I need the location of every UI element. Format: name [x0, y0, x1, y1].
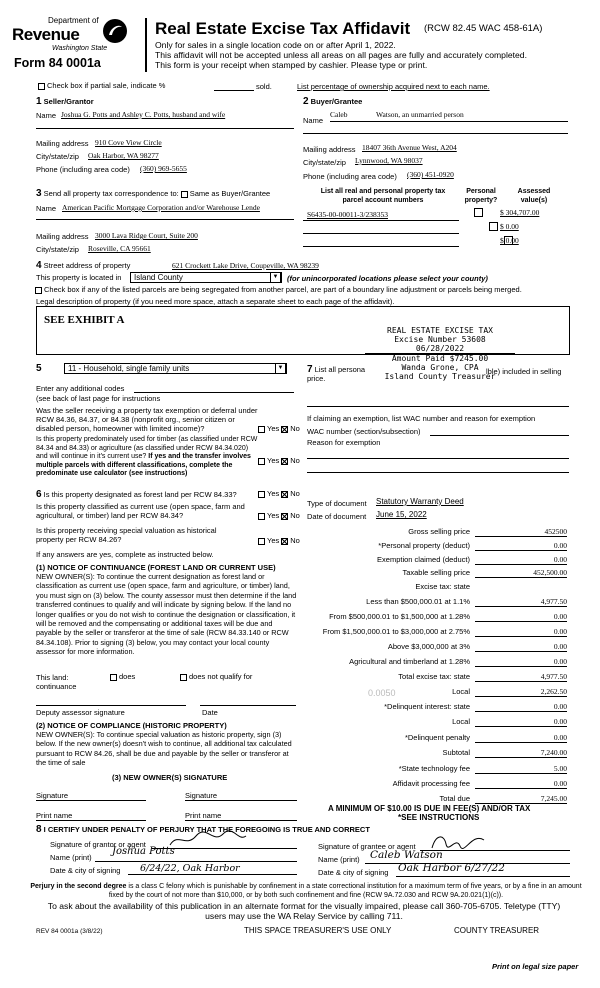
forest-land-question: 6 Is this property designated as forest land per RCW 84.33?: [36, 489, 237, 500]
exemption-question: Was the seller receiving a property tax exemption or deferral under RCW 84.36, 84.37, or 84.38 (nonprofit org., senior citizen or disabled person, homeowner with limited income)?: [36, 406, 258, 433]
street-address-row: 4 Street address of property: [36, 260, 131, 271]
buyer-mail-field[interactable]: 18407 36th Avenue West, A204: [362, 143, 457, 152]
assessed-value-col-header: Assessed value(s): [517, 188, 551, 204]
segregated-checkbox[interactable]: [35, 287, 42, 294]
notice-1-title: (1) NOTICE OF CONTINUANCE (FOREST LAND OR CURRENT USE): [36, 563, 276, 572]
does-option: does: [108, 672, 135, 681]
calc-above-3m: Above $3,000,000 at 3% 0.00: [387, 642, 567, 651]
dor-logo: [10, 16, 138, 74]
legal-paper-note: Print on legal size paper: [492, 962, 579, 971]
land-use-code-select[interactable]: [64, 363, 287, 374]
partial-sale-checkbox[interactable]: [38, 83, 45, 90]
section-7-price: price.: [307, 374, 326, 383]
section-5-number: 5: [36, 363, 42, 374]
correspondence-heading: 3 Send all property tax correspondence to: Same as Buyer/Grantee: [36, 188, 271, 199]
certify-heading: 8 I CERTIFY UNDER PENALTY OF PERJURY THAT THE FOREGOING IS TRUE AND CORRECT: [36, 824, 370, 835]
stamp-line-2: Excise Number 53608: [394, 335, 486, 344]
seller-city-field[interactable]: Oak Harbor, WA 98277: [88, 151, 159, 160]
grantor-date-city-field[interactable]: 6/24/22, Oak Harbor: [140, 863, 240, 874]
continuance-label: continuance: [36, 682, 77, 691]
buyer-city-label: City/state/zip: [303, 158, 346, 167]
calc-delinquent-interest-local: Local 0.00: [452, 717, 567, 726]
calc-local: Local 2,262.50: [452, 687, 567, 696]
buyer-mail-label: Mailing address: [303, 145, 356, 154]
document-type-field[interactable]: Statutory Warranty Deed: [376, 497, 464, 506]
stamp-line-1: REAL ESTATE EXCISE TAX: [387, 326, 493, 335]
calc-personal-property: *Personal property (deduct) 0.00: [378, 541, 567, 550]
seller-name-field[interactable]: Joshua G. Potts and Ashley C. Potts, husband and wife: [61, 110, 226, 119]
see-exhibit-text: SEE EXHIBIT A: [44, 314, 125, 326]
new-owner-signature-1: Signature: [36, 791, 69, 800]
notice-3-title: (3) NEW OWNER(S) SIGNATURE: [112, 773, 228, 782]
sold-label: sold.: [256, 82, 272, 91]
calc-total-excise-state: Total excise tax: state 4,977.50: [398, 672, 567, 681]
corr-city-label: City/state/zip: [36, 245, 79, 254]
corr-mail-field[interactable]: 3000 Lava Ridge Court, Suite 200: [95, 231, 198, 240]
historic-yes-checkbox[interactable]: [258, 538, 265, 545]
local-rate-field[interactable]: 0.0050: [368, 688, 396, 698]
historic-question: Is this property receiving special valuation as historical property per RCW 84.26?: [36, 526, 217, 544]
current-use-yes-checkbox[interactable]: [258, 513, 265, 520]
exemption-yes-checkbox[interactable]: [258, 426, 265, 433]
reason-label: Reason for exemption: [307, 438, 381, 447]
calc-excise-state-heading: Excise tax: state: [415, 582, 470, 591]
section-7-heading: 7 List all persona: [307, 364, 366, 375]
located-in-label: This property is located in: [36, 273, 122, 282]
revenue-text: Revenue: [12, 25, 80, 44]
corr-mail-label: Mailing address: [36, 232, 89, 241]
see-instructions-note: *SEE INSTRUCTIONS: [398, 813, 480, 822]
dept-of-text: Department of: [48, 16, 99, 25]
minimum-due-note: A MINIMUM OF $10.00 IS DUE IN FEE(S) AND/OR TAX: [328, 804, 531, 813]
stamp-line-6: Island County Treasurer: [384, 372, 496, 381]
list-percentage-note: List percentage of ownership acquired next to each name.: [297, 82, 490, 91]
segregated-row: Check box if any of the listed parcels are being segregated from another parcel, are part of a boundary line adjustment or parcels being merged.: [33, 285, 522, 294]
buyer-phone-field[interactable]: (360) 451-0920: [407, 170, 454, 179]
grantor-name-label: Name (print): [50, 853, 92, 862]
legal-description-label: Legal description of property (if you need more space, attach a separate sheet to each page of the affidavit).: [36, 297, 395, 306]
wac-number-label: WAC number (section/subsection): [307, 427, 421, 436]
seller-mail-label: Mailing address: [36, 139, 89, 148]
same-as-buyer-checkbox[interactable]: [181, 191, 188, 198]
grantee-date-city-field[interactable]: Oak Harbor 6/27/22: [398, 862, 505, 874]
forest-no-checkbox[interactable]: [281, 491, 288, 498]
chevron-down-icon: ▼: [270, 272, 281, 283]
seller-phone-field[interactable]: (360) 969-5655: [140, 164, 187, 173]
forest-yes-no: Yes No: [256, 489, 300, 498]
seller-city-label: City/state/zip: [36, 152, 79, 161]
calc-gross-selling-price: Gross selling price 452500: [408, 527, 567, 536]
form-title: Real Estate Excise Tax Affidavit: [155, 19, 411, 38]
timber-yes-no: Yes No: [256, 456, 300, 465]
does-qualify-checkbox[interactable]: [110, 674, 117, 681]
header-line-3: This form is your receipt when stamped by cashier. Please type or print.: [155, 60, 428, 70]
partial-sale-label: Check box if partial sale, indicate %: [47, 81, 166, 90]
washington-state-text: Washington State: [52, 45, 108, 52]
current-use-yes-no: Yes No: [256, 511, 300, 520]
buyer-city-field[interactable]: Lynnwood, WA 98037: [355, 156, 423, 165]
grantor-date-city-label: Date & city of signing: [50, 866, 121, 875]
calc-delinquent-interest-state: *Delinquent interest: state 0.00: [384, 702, 567, 711]
assessed-value-3[interactable]: $ 0.00: [500, 236, 519, 245]
corr-name-label: Name: [36, 204, 57, 213]
grantee-name-label: Name (print): [318, 855, 360, 864]
chevron-down-icon: ▼: [275, 363, 286, 374]
calc-total-due: Total due 7,245.00: [439, 794, 567, 803]
county-select[interactable]: [130, 272, 282, 283]
parcel-col-header: List all real and personal property tax parcel account numbers: [320, 188, 446, 204]
exemption-wac-heading: If claiming an exemption, list WAC number and reason for exemption: [307, 414, 536, 423]
stamp-line-4: Amount Paid $7245.00: [365, 353, 515, 363]
calc-500k-1.5m: From $500,000.01 to $1,500,000 at 1.28% 0.00: [329, 612, 567, 621]
form-number: Form 84 0001a: [14, 56, 101, 70]
current-use-question: Is this property classified as current use (open space, farm and agricultural, or timber) land per RCW 84.34?: [36, 502, 245, 520]
calc-affidavit-fee: Affidavit processing fee 0.00: [392, 779, 567, 788]
calc-exemption-claimed: Exemption claimed (deduct) 0.00: [377, 555, 567, 564]
perjury-notice: Perjury in the second degree is a class C felony which is punishable by confinement in a state correctional institution for a maximum term of five years, or by a fine in an amount fixed by the court of not more than $10,000, or by both such confinement and fine (RCW 9A.72.030 and RCW 9A.20.021(1)(c)).: [30, 883, 582, 899]
historic-no-checkbox[interactable]: [281, 538, 288, 545]
buyer-phone-label: Phone (including area code): [303, 172, 397, 181]
deputy-signature-label: Deputy assessor signature: [36, 708, 125, 717]
calc-1.5m-3m: From $1,500,000.01 to $3,000,000 at 2.75% 0.00: [322, 627, 567, 636]
section-7-selling: lble) included in selling: [486, 367, 562, 376]
buyer-name-label: Name: [303, 116, 324, 125]
notice-2-title: (2) NOTICE OF COMPLIANCE (HISTORIC PROPERTY): [36, 721, 227, 730]
document-type-label: Type of document: [307, 499, 367, 508]
grantee-date-city-label: Date & city of signing: [318, 868, 389, 877]
grantor-signature-label: Signature of grantor or agent: [50, 840, 146, 849]
header-line-2: This affidavit will not be accepted unless all areas on all pages are fully and accurately completed.: [155, 50, 527, 60]
notice-1-body: NEW OWNER(S): To continue the current designation as forest land or classification as current use (open space, farm and agriculture, or timber) land, you must sign on (3) below. The county assessor must then determine if the land transferred continues to qualify and will indicate by signing below. If the land no longer qualifies or you do not wish to continue the designation or classification, it will be removed and the compensating or additional taxes will be due and payable by the seller or transferor at the time of sale (RCW 84.33.140 or RCW 84.34.108). Prior to signing (3) below, you may contact your local county assessor for more information.: [36, 572, 297, 657]
seller-name-label: Name: [36, 111, 57, 120]
calc-under-500k: Less than $500,000.01 at 1.1% 4,977.50: [366, 597, 567, 606]
seller-mail-field[interactable]: 910 Cove View Circle: [95, 138, 162, 147]
parcel-number-1[interactable]: S6435-00-00011-3/238353: [307, 210, 388, 219]
new-owner-print-2: Print name: [185, 811, 222, 820]
grantee-name-field[interactable]: Caleb Watson: [370, 849, 443, 861]
does-not-qualify-checkbox[interactable]: [180, 674, 187, 681]
see-back-note: (see back of last page for instructions: [36, 394, 161, 403]
forest-yes-checkbox[interactable]: [258, 491, 265, 498]
buyer-name-last[interactable]: Watson, an unmarried person: [376, 110, 464, 119]
grantor-signature-mark: [168, 830, 248, 850]
exemption-no-checkbox[interactable]: [281, 426, 288, 433]
timber-no-checkbox[interactable]: [281, 458, 288, 465]
treasurer-use-only: THIS SPACE TREASURER'S USE ONLY: [244, 926, 392, 935]
deputy-date-label: Date: [202, 708, 218, 717]
document-date-label: Date of document: [307, 512, 367, 521]
timber-question: Is this property predominately used for timber (as classified under RCW 84.34 and 84.33) or agriculture (as classified under RCW 84.34.020) and will continue in it's current use? If yes and the transfer involves multiple parcels with different classifications, complete the predominate use calculator (see instructions): [36, 436, 258, 477]
seller-phone-label: Phone (including area code): [36, 165, 130, 174]
alternate-format-note: To ask about the availability of this publication in an alternate format for the visually impaired, please call 360-705-6705. Teletype (TTY) users may use the WA Relay Service by calling 711.: [47, 901, 561, 921]
personal-property-checkbox-1[interactable]: [474, 208, 483, 217]
grantor-name-field[interactable]: Joshua Potts: [112, 846, 175, 857]
partial-sale-row: [36, 81, 165, 90]
new-owner-signature-2: Signature: [185, 791, 218, 800]
unincorporated-note: (for unincorporated locations please select your county): [287, 274, 488, 283]
buyer-name-first[interactable]: Caleb: [330, 110, 348, 119]
calc-subtotal: Subtotal 7,240.00: [442, 748, 567, 757]
calc-taxable-selling-price: Taxable selling price 452,500.00: [402, 568, 567, 577]
does-not-option: does not qualify for: [178, 672, 252, 681]
seller-heading: 1 Seller/Grantor: [36, 96, 94, 107]
if-yes-note: If any answers are yes, complete as instructed below.: [36, 550, 214, 559]
new-owner-print-1: Print name: [36, 811, 73, 820]
personal-property-col-header: Personal property?: [464, 188, 498, 204]
grantee-signature-label: Signature of grantee or agent: [318, 842, 416, 851]
calc-delinquent-penalty: *Delinquent penalty 0.00: [404, 733, 567, 742]
land-use-code-value: 11 - Household, single family units: [68, 364, 190, 373]
corr-name-field[interactable]: American Pacific Mortgage Corporation and/or Warehouse Lende: [62, 203, 260, 212]
corr-city-field[interactable]: Roseville, CA 95661: [88, 244, 151, 253]
notice-2-body: NEW OWNER(S): To continue special valuation as historic property, sign (3) below. If the new owner(s) doesn't wish to continue, all additional tax calculated pursuant to RCW 84.26, shall be due and payable by the seller or transferor at the time of sale: [36, 730, 292, 768]
county-select-value: Island County: [134, 273, 183, 282]
exemption-yes-no: Yes No: [256, 424, 300, 433]
stamp-line-3: 06/28/2022: [415, 344, 465, 353]
revision-label: REV 84 0001a (3/8/22): [36, 928, 103, 935]
calc-agricultural: Agricultural and timberland at 1.28% 0.00: [349, 657, 567, 666]
header-line-1: Only for sales in a single location code on or after April 1, 2022.: [155, 40, 396, 50]
stamp-line-5: Wanda Grone, CPA: [401, 363, 479, 372]
county-treasurer-label: COUNTY TREASURER: [454, 926, 540, 935]
this-land-label: This land:: [36, 673, 69, 682]
personal-property-checkbox-2[interactable]: [489, 222, 498, 231]
street-address-field[interactable]: 621 Crockett Lake Drive, Coupeville, WA 98239: [172, 261, 319, 270]
historic-yes-no: Yes No: [256, 536, 300, 545]
calc-state-technology-fee: *State technology fee 5.00: [398, 764, 567, 773]
timber-yes-checkbox[interactable]: [258, 458, 265, 465]
dor-swirl-icon: [102, 18, 128, 44]
assessed-value-2[interactable]: $ 0.00: [500, 222, 519, 231]
document-date-field[interactable]: June 15, 2022: [376, 510, 427, 519]
rcw-reference: (RCW 82.45 WAC 458-61A): [424, 23, 543, 34]
additional-codes-label: Enter any additional codes: [36, 384, 125, 393]
current-use-no-checkbox[interactable]: [281, 513, 288, 520]
buyer-heading: 2 Buyer/Grantee: [303, 96, 363, 107]
assessed-value-1[interactable]: $ 304,707.00: [500, 208, 540, 217]
